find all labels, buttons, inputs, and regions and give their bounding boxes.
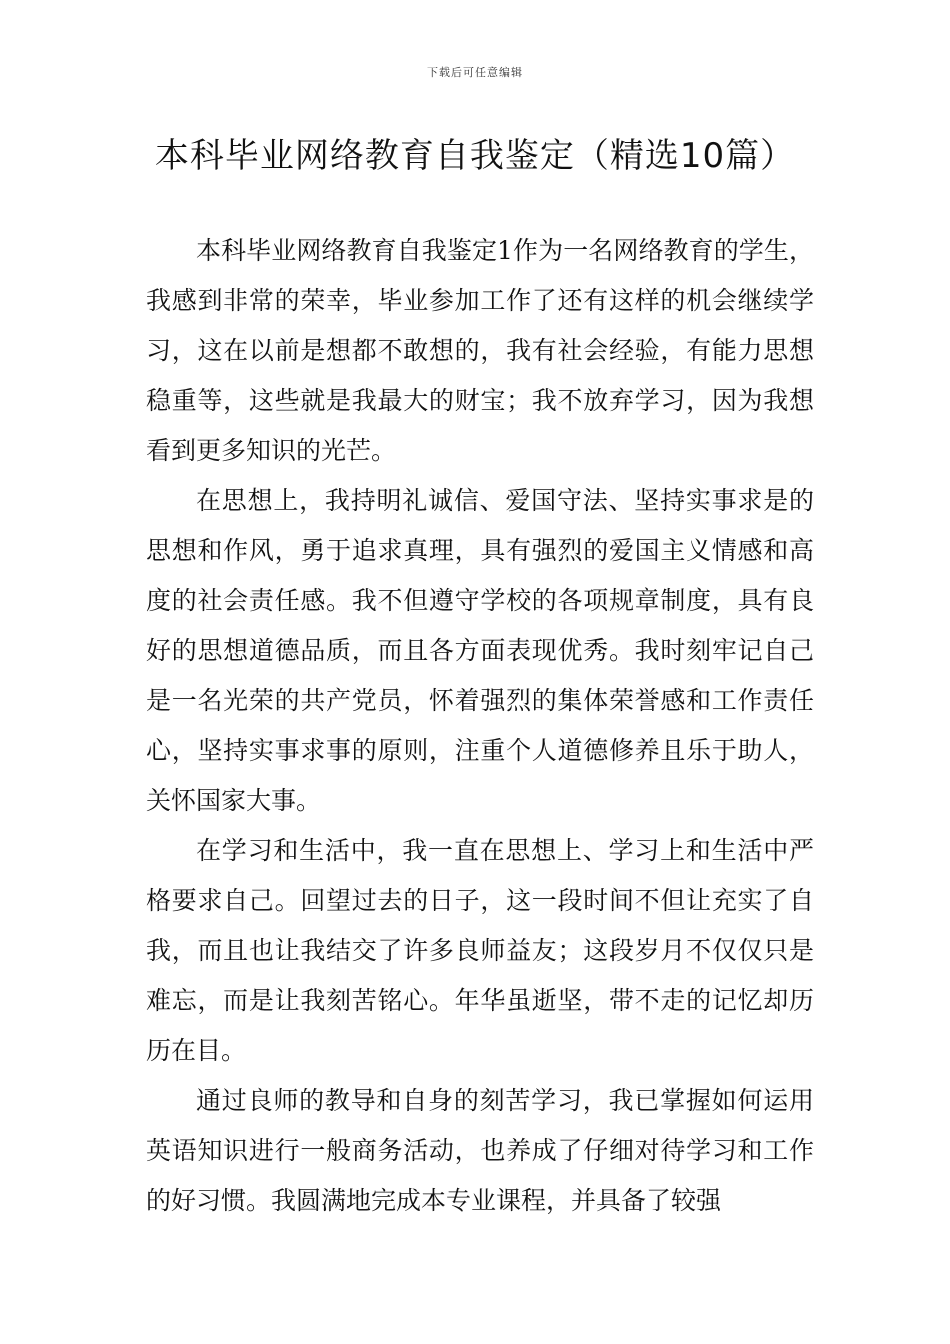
- paragraph-3: 在学习和生活中，我一直在思想上、学习上和生活中严格要求自己。回望过去的日子，这一段时间不但让充实了自我，而且也让我结交了许多良师益友；这段岁月不仅仅只是难忘，而是让我刻苦铭心。年华虽逝坚，带不走的记忆却历历在目。: [146, 836, 814, 1065]
- document-title: 本科毕业网络教育自我鉴定（精选10篇）: [154, 136, 796, 176]
- paragraph-2: 在思想上，我持明礼诚信、爱国守法、坚持实事求是的思想和作风，勇于追求真理，具有强烈的爱国主义情感和高度的社会责任感。我不但遵守学校的各项规章制度，具有良好的思想道德品质，而且各方面表现优秀。我时刻牢记自己是一名光荣的共产党员，怀着强烈的集体荣誉感和工作责任心，坚持实事求事的原则，注重个人道德修养且乐于助人，关怀国家大事。: [146, 486, 814, 815]
- header-note: 下载后可任意编辑: [427, 66, 523, 79]
- document-body: [146, 226, 814, 1226]
- paragraph-1: 本科毕业网络教育自我鉴定1作为一名网络教育的学生，我感到非常的荣幸，毕业参加工作了还有这样的机会继续学习，这在以前是想都不敢想的，我有社会经验，有能力思想稳重等，这些就是我最大的财宝；我不放弃学习，因为我想看到更多知识的光芒。: [146, 236, 814, 465]
- paragraph-4: 通过良师的教导和自身的刻苦学习，我已掌握如何运用英语知识进行一般商务活动，也养成了仔细对待学习和工作的好习惯。我圆满地完成本专业课程，并具备了较强: [146, 1086, 814, 1215]
